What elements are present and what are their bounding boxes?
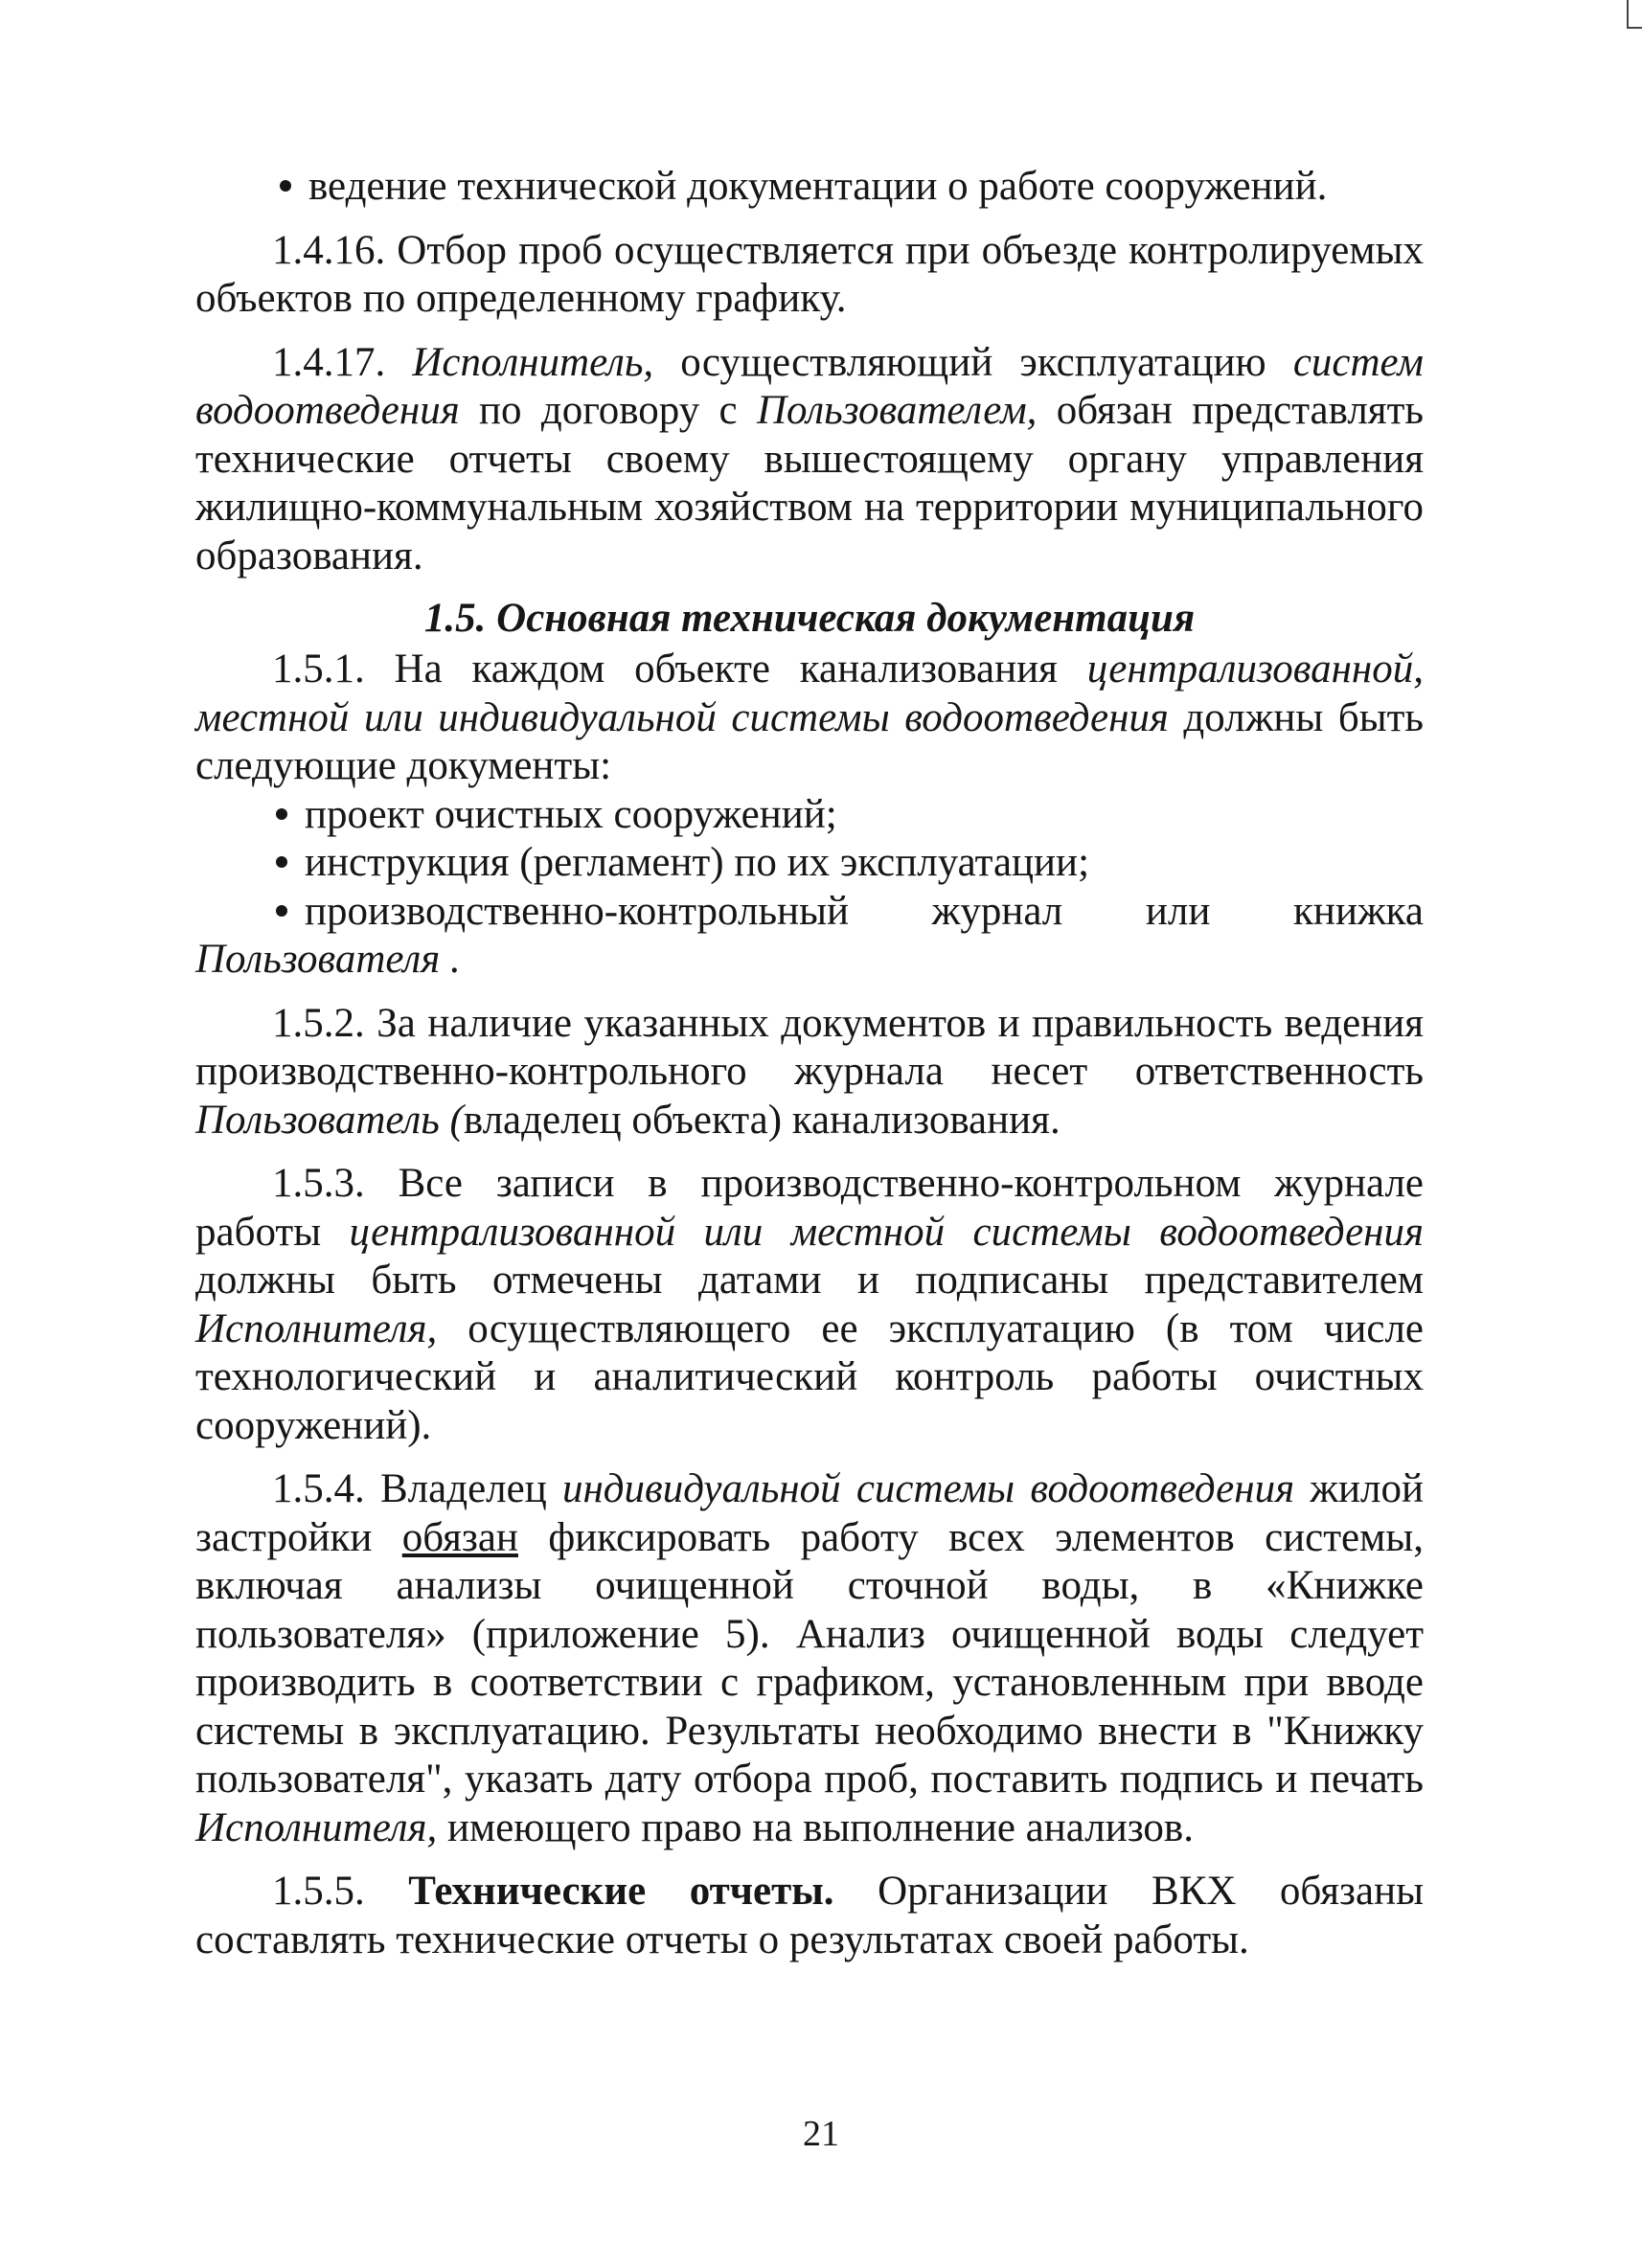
bullet-dot-icon <box>280 180 291 192</box>
italic-term: систем водоотведения <box>195 339 1424 433</box>
bullet-dot-icon <box>276 856 287 868</box>
bullet-dot-icon <box>276 905 287 917</box>
paragraph-text: 1.5.4. Владелец <box>272 1466 562 1511</box>
italic-term: Исполнителя, <box>195 1804 438 1850</box>
italic-term: Исполнителя, <box>195 1305 438 1351</box>
italic-term: индивидуальной системы водоотведения <box>561 1466 1295 1511</box>
italic-term: Пользователем, <box>756 388 1038 433</box>
paragraph-text: фиксировать работу всех элементов системы, включая анализы очищенной сточной воды, в «Книжке пользователя» (приложение 5). Анализ очищенной воды следует производить в соответствии с графиком, установленным при вводе системы в эксплуатацию. Результаты необходимо внести в "Книжку пользователя", указать дату отбора проб, поставить подпись и печать <box>195 1514 1424 1802</box>
paragraph-1-5-5 <box>195 1868 1424 1964</box>
paragraph-text: должны быть следующие документы: <box>195 694 1424 788</box>
clause-number: 1.5.5. <box>272 1869 409 1914</box>
document-page <box>195 163 1424 1964</box>
paragraph-text: имеющего право на выполнение анализов. <box>437 1804 1194 1850</box>
paragraph-1-4-17 <box>195 339 1424 581</box>
bullet-item-project <box>195 791 1424 840</box>
bullet-text: производственно-контрольный журнал или книжка <box>305 888 1424 934</box>
paragraph-text: Организации ВКХ обязаны составлять технические отчеты о результатах своей работы. <box>195 1869 1424 1962</box>
bullet-text: проект очистных сооружений; <box>305 791 837 837</box>
paragraph-1-5-3 <box>195 1160 1424 1450</box>
paragraph-text: по договору с <box>459 388 757 433</box>
bullet-end: . <box>440 937 461 982</box>
bullet-item-instruction <box>195 839 1424 888</box>
clause-number: 1.4.16. <box>272 227 386 273</box>
bold-term: Технические отчеты. <box>408 1869 834 1914</box>
paragraph-text: осуществляющий эксплуатацию <box>653 339 1293 385</box>
underlined-term: обязан <box>401 1514 518 1560</box>
paragraph-1-5-1 <box>195 646 1424 791</box>
paragraph-text: жилой застройки <box>195 1466 1424 1560</box>
paragraph-1-5-4 <box>195 1465 1424 1852</box>
scan-corner-mark <box>1627 0 1642 29</box>
bullet-item-journal <box>195 888 1424 985</box>
section-heading-1-5: 1.5. Основная техническая документация <box>423 596 1196 641</box>
paragraph-text: обязан представлять технические отчеты своему вышестоящему органу управления жилищно-коммунальным хозяйством на территории муниципального образования. <box>195 388 1424 578</box>
bullet-text: ведение технической документации о работе сооружений. <box>308 164 1328 209</box>
bullet-dot-icon <box>276 808 287 820</box>
paragraph-1-4-16 <box>195 227 1424 324</box>
paragraph-1-5-2 <box>195 1000 1424 1145</box>
clause-number: 1.4.17. <box>272 339 413 385</box>
italic-term: централизованной или местной системы водоотведения <box>349 1209 1424 1255</box>
paragraph-text: 1.5.3. Все записи в производственно-контрольном журнале работы <box>195 1161 1424 1255</box>
paragraph-text: 1.5.2. За наличие указанных документов и правильность ведения производственно-контрольного журнала несет ответственность <box>195 1000 1424 1094</box>
paragraph-text: Отбор проб осуществляется при объезде контролируемых объектов по определенному графику. <box>195 227 1424 321</box>
italic-term: Пользователя <box>195 937 441 982</box>
bullet-text: инструкция (регламент) по их эксплуатации; <box>305 840 1090 885</box>
italic-term: централизованной, местной или индивидуальной системы водоотведения <box>195 646 1424 740</box>
italic-term: Исполнитель, <box>412 339 654 385</box>
paragraph-text: 1.5.1. На каждом объекте канализования <box>272 646 1087 692</box>
paragraph-text: осуществляющего ее эксплуатацию (в том числе технологический и аналитический контроль работы очистных сооружений). <box>195 1305 1424 1448</box>
paragraph-text: владелец объекта) канализования. <box>463 1097 1060 1143</box>
bullet-item-documentation <box>195 163 1424 212</box>
page-number: 21 <box>803 2114 839 2154</box>
paragraph-text: должны быть отмечены датами и подписаны представителем <box>195 1258 1424 1303</box>
italic-term: Пользователь ( <box>195 1097 464 1143</box>
